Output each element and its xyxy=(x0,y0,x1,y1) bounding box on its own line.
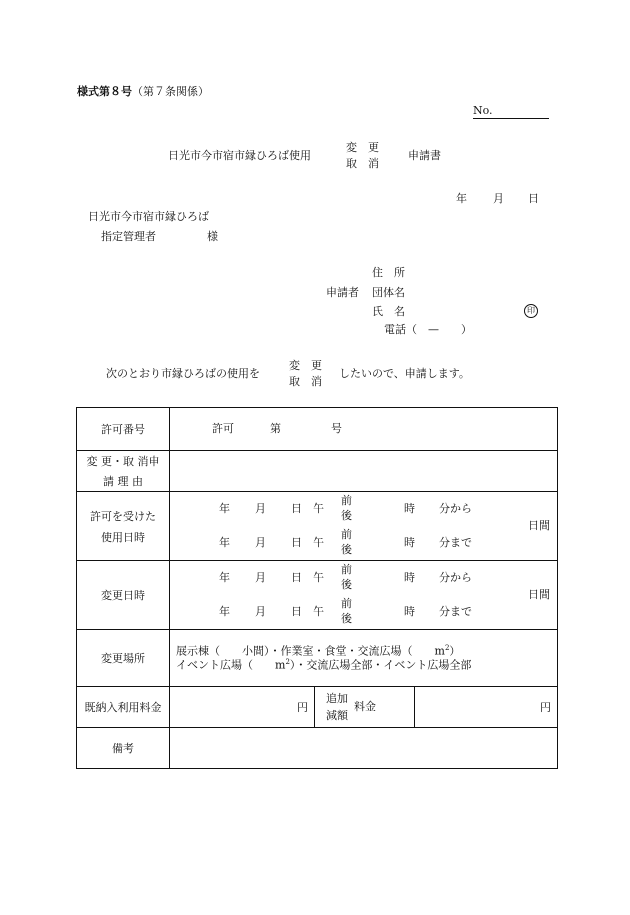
fee-adjust-yen: 円 xyxy=(540,701,551,714)
row-reason xyxy=(77,451,558,492)
addressee-line1: 日光市今市宿市縁ひろば xyxy=(88,210,209,223)
pd-from-ante: 前 xyxy=(341,494,352,507)
pd-from-minute: 分から xyxy=(439,502,472,515)
intro-option-change: 変 更 xyxy=(289,359,322,372)
reason-label-line2: 請 理 由 xyxy=(103,475,143,488)
row-fee xyxy=(77,687,558,728)
date-year: 年 xyxy=(456,192,467,205)
cd-until-post: 後 xyxy=(341,612,352,625)
change-datetime-label: 変更日時 xyxy=(77,561,170,630)
pd-from-day: 日 xyxy=(291,502,302,515)
cd-days: 日間 xyxy=(528,588,550,601)
reason-label xyxy=(77,451,170,492)
fee-label: 既納入利用料金 xyxy=(77,687,170,728)
fee-paid-yen: 円 xyxy=(297,701,308,714)
sq-superscript: 2 xyxy=(444,644,450,652)
fee-adjust-label xyxy=(315,687,415,728)
intro-prefix: 次のとおり市縁ひろばの使用を xyxy=(106,367,260,380)
title-prefix: 日光市今市宿市縁ひろば使用 xyxy=(168,149,311,162)
pd-until-day: 日 xyxy=(291,536,302,549)
fee-reduce-label: 減額 xyxy=(326,709,348,722)
form-number xyxy=(77,86,209,97)
cd-from-day: 日 xyxy=(291,571,302,584)
change-place-line2-a: イベント広場（ m xyxy=(176,658,286,672)
change-place-line1-a: 展示棟（ 小間）・作業室・食堂・交流広場（ m xyxy=(176,644,445,658)
seal-icon xyxy=(524,304,538,318)
fee-adjust-field[interactable] xyxy=(415,687,558,728)
fee-add-label: 追加 xyxy=(326,692,348,705)
change-place-label: 変更場所 xyxy=(77,630,170,687)
fee-paid-field[interactable] xyxy=(170,687,315,728)
remarks-label: 備考 xyxy=(77,728,170,769)
row-change-datetime xyxy=(77,561,558,630)
applicant-group-label: 団体名 xyxy=(372,286,405,299)
change-place-line2 xyxy=(176,659,471,671)
intro-option-cancel: 取 消 xyxy=(289,375,322,388)
application-table xyxy=(76,407,558,769)
row-change-place xyxy=(77,630,558,687)
form-number-relation: （第７条関係） xyxy=(132,85,209,98)
pd-from-month: 月 xyxy=(255,502,266,515)
cd-until-hour: 時 xyxy=(404,605,415,618)
document-number-line xyxy=(473,117,549,119)
cd-from-hour: 時 xyxy=(404,571,415,584)
intro-options xyxy=(289,360,322,387)
pd-until-go: 午 xyxy=(313,536,324,549)
date-day: 日 xyxy=(528,192,539,205)
permit-word: 許可 xyxy=(212,422,234,435)
pd-until-ante: 前 xyxy=(341,528,352,541)
remarks-field[interactable] xyxy=(170,728,558,769)
cd-from-post: 後 xyxy=(341,578,352,591)
pd-until-year: 年 xyxy=(219,536,230,549)
applicant-role: 申請者 xyxy=(326,286,359,299)
title-option-change: 変 更 xyxy=(346,141,379,154)
row-permitted-datetime xyxy=(77,492,558,561)
permit-number-field[interactable] xyxy=(170,408,558,451)
pd-from-post: 後 xyxy=(341,509,352,522)
permitted-datetime-label-line2: 使用日時 xyxy=(101,530,145,544)
permit-number-label: 許可番号 xyxy=(77,408,170,451)
change-place-line2-b: ）・交流広場全部・イベント広場全部 xyxy=(289,658,472,672)
permitted-datetime-label xyxy=(77,492,170,561)
cd-until-ante: 前 xyxy=(341,597,352,610)
pd-until-hour: 時 xyxy=(404,536,415,549)
change-datetime-field[interactable] xyxy=(170,561,558,630)
pd-until-minute: 分まで xyxy=(439,536,472,549)
pd-from-go: 午 xyxy=(313,502,324,515)
permitted-datetime-label-line1: 許可を受けた xyxy=(90,509,156,523)
reason-label-line1: 変 更・取 消申 xyxy=(86,455,160,468)
pd-from-year: 年 xyxy=(219,502,230,515)
cd-until-month: 月 xyxy=(255,605,266,618)
cd-until-go: 午 xyxy=(313,605,324,618)
row-permit-number xyxy=(77,408,558,451)
pd-from-hour: 時 xyxy=(404,502,415,515)
seal-text: 印 xyxy=(527,306,535,315)
document-number xyxy=(473,105,493,116)
applicant-address-label: 住 所 xyxy=(372,266,405,279)
applicant-name-label: 氏 名 xyxy=(372,305,405,318)
permitted-datetime-field[interactable] xyxy=(170,492,558,561)
cd-until-day: 日 xyxy=(291,605,302,618)
cd-from-ante: 前 xyxy=(341,563,352,576)
date-month: 月 xyxy=(493,192,504,205)
permit-dai: 第 xyxy=(270,422,281,435)
row-remarks xyxy=(77,728,558,769)
cd-from-month: 月 xyxy=(255,571,266,584)
fee-word: 料金 xyxy=(354,700,376,713)
addressee-line2: 指定管理者 xyxy=(101,230,156,243)
sq-superscript-2: 2 xyxy=(285,658,290,666)
cd-until-minute: 分まで xyxy=(439,605,472,618)
form-number-label: 様式第８号 xyxy=(77,85,132,98)
addressee-honorific: 様 xyxy=(207,230,218,243)
intro-suffix: したいので、申請します。 xyxy=(339,367,470,380)
permit-go: 号 xyxy=(331,422,342,435)
document-number-label: No. xyxy=(473,104,493,117)
pd-days: 日間 xyxy=(528,519,550,532)
title-options xyxy=(346,142,379,169)
cd-from-go: 午 xyxy=(313,571,324,584)
change-place-line1 xyxy=(176,645,460,657)
pd-until-post: 後 xyxy=(341,543,352,556)
cd-from-minute: 分から xyxy=(439,571,472,584)
cd-until-year: 年 xyxy=(219,605,230,618)
change-place-field[interactable] xyxy=(170,630,558,687)
pd-until-month: 月 xyxy=(255,536,266,549)
applicant-phone: 電話（ — ） xyxy=(384,323,472,336)
title-suffix: 申請書 xyxy=(408,149,441,162)
reason-field[interactable] xyxy=(170,451,558,492)
change-place-line1-b: ） xyxy=(449,644,461,658)
cd-from-year: 年 xyxy=(219,571,230,584)
title-option-cancel: 取 消 xyxy=(346,157,379,170)
